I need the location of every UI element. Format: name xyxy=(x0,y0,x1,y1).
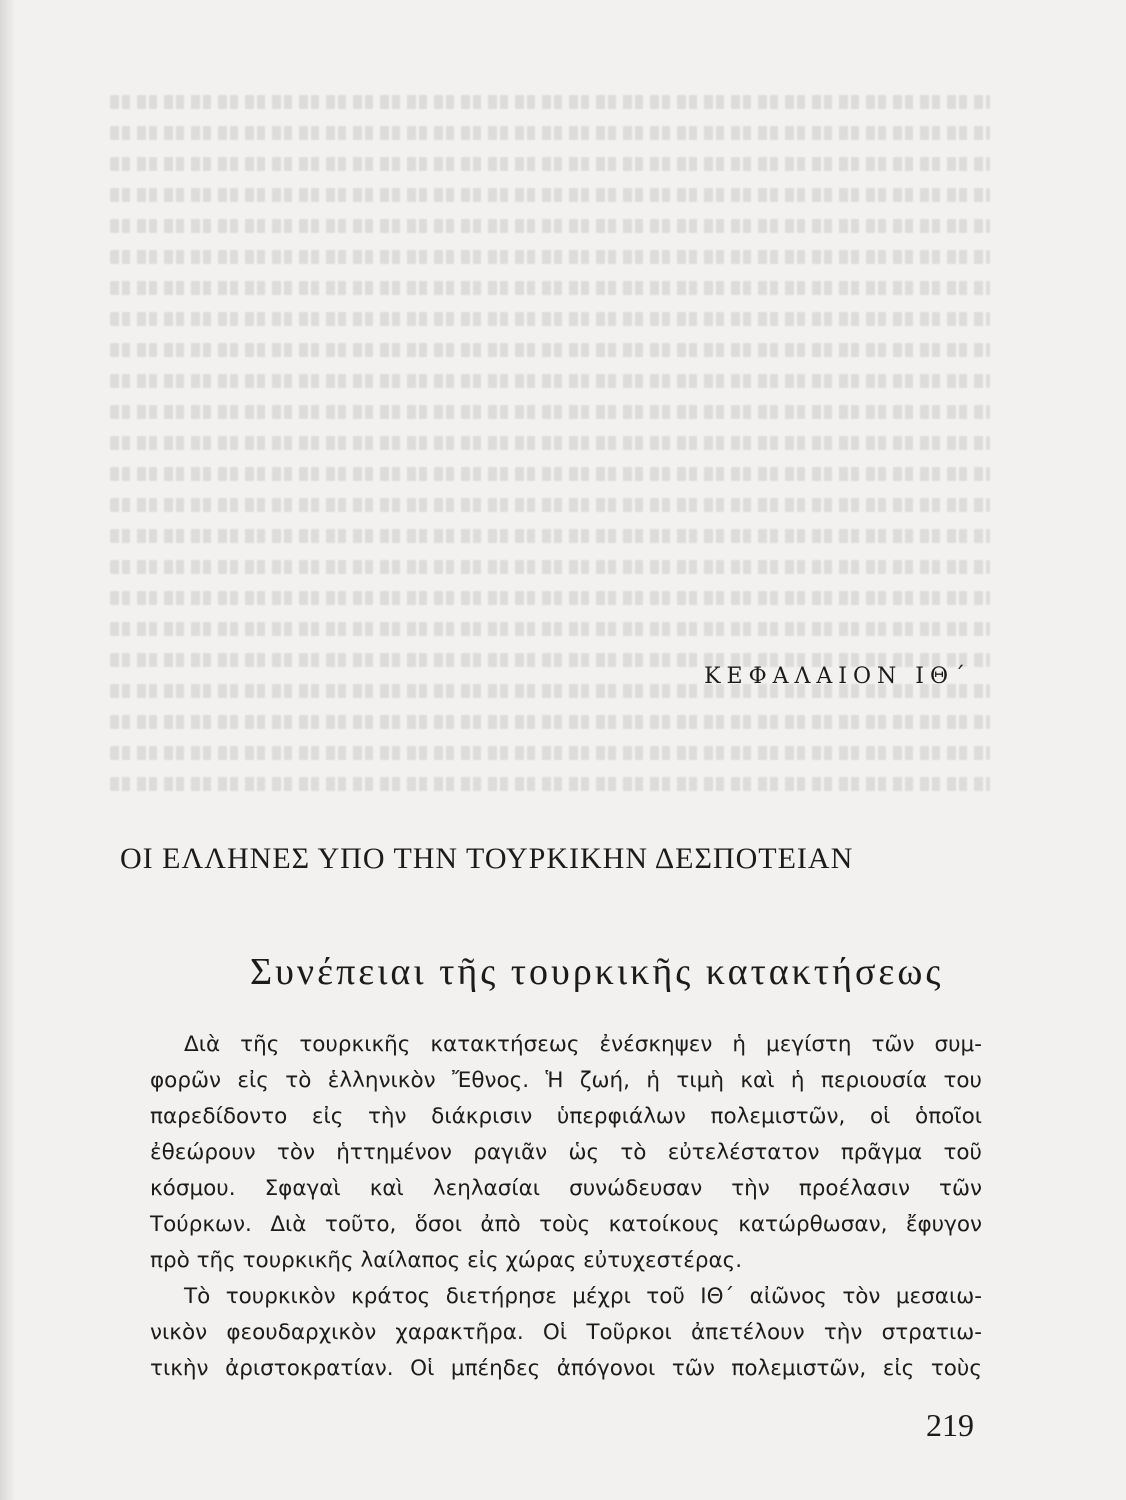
text-line: τικὴν ἀριστοκρατίαν. Οἱ μπέηδες ἀπόγονοι τῶν πολεμιστῶν, εἰς τοὺς xyxy=(150,1356,982,1381)
text-line: Τούρκων. Διὰ τοῦτο, ὅσοι ἀπὸ τοὺς κατοίκους κατώρθωσαν, ἔφυγον xyxy=(150,1212,982,1237)
text-line: Διὰ τῆς τουρκικῆς κατακτήσεως ἐνέσκηψεν ἡ μεγίστη τῶν συμ- xyxy=(184,1032,982,1057)
paragraph xyxy=(150,1279,982,1387)
reverse-page-show-through xyxy=(110,95,990,815)
text-line: πρὸ τῆς τουρκικῆς λαίλαπος εἰς χώρας εὐτυχεστέρας. xyxy=(150,1248,743,1273)
page-number: 219 xyxy=(926,1407,974,1443)
text-line: κόσμου. Σφαγαὶ καὶ λεηλασίαι συνώδευσαν τὴν προέλασιν τῶν xyxy=(150,1176,982,1201)
chapter-title: ΟΙ ΕΛΛΗΝΕΣ ΥΠΟ ΤΗΝ ΤΟΥΡΚΙΚΗΝ ΔΕΣΠΟΤΕΙΑΝ xyxy=(120,842,854,875)
chapter-number: ΚΕΦΑΛΑΙΟΝ ΙΘ΄ xyxy=(704,664,971,689)
text-line: παρεδίδοντο εἰς τὴν διάκρισιν ὑπερφιάλων πολεμιστῶν, οἱ ὁποῖοι xyxy=(150,1104,982,1129)
text-line: νικὸν φεουδαρχικὸν χαρακτῆρα. Οἱ Τοῦρκοι ἀπετέλουν τὴν στρατιω- xyxy=(150,1320,982,1345)
page-binding-edge xyxy=(0,0,14,1500)
text-line: Τὸ τουρκικὸν κράτος διετήρησε μέχρι τοῦ ΙΘ΄ αἰῶνος τὸν μεσαιω- xyxy=(184,1284,982,1309)
body-text xyxy=(150,1027,982,1387)
section-heading: Συνέπειαι τῆς τουρκικῆς κατακτήσεως xyxy=(250,951,944,993)
paragraph xyxy=(150,1027,982,1279)
text-line: ἐθεώρουν τὸν ἡττημένον ραγιᾶν ὡς τὸ εὐτελέστατον πρᾶγμα τοῦ xyxy=(150,1140,982,1165)
text-line: φορῶν εἰς τὸ ἑλληνικὸν Ἔθνος. Ἡ ζωή, ἡ τιμὴ καὶ ἡ περιουσία του xyxy=(150,1068,982,1093)
